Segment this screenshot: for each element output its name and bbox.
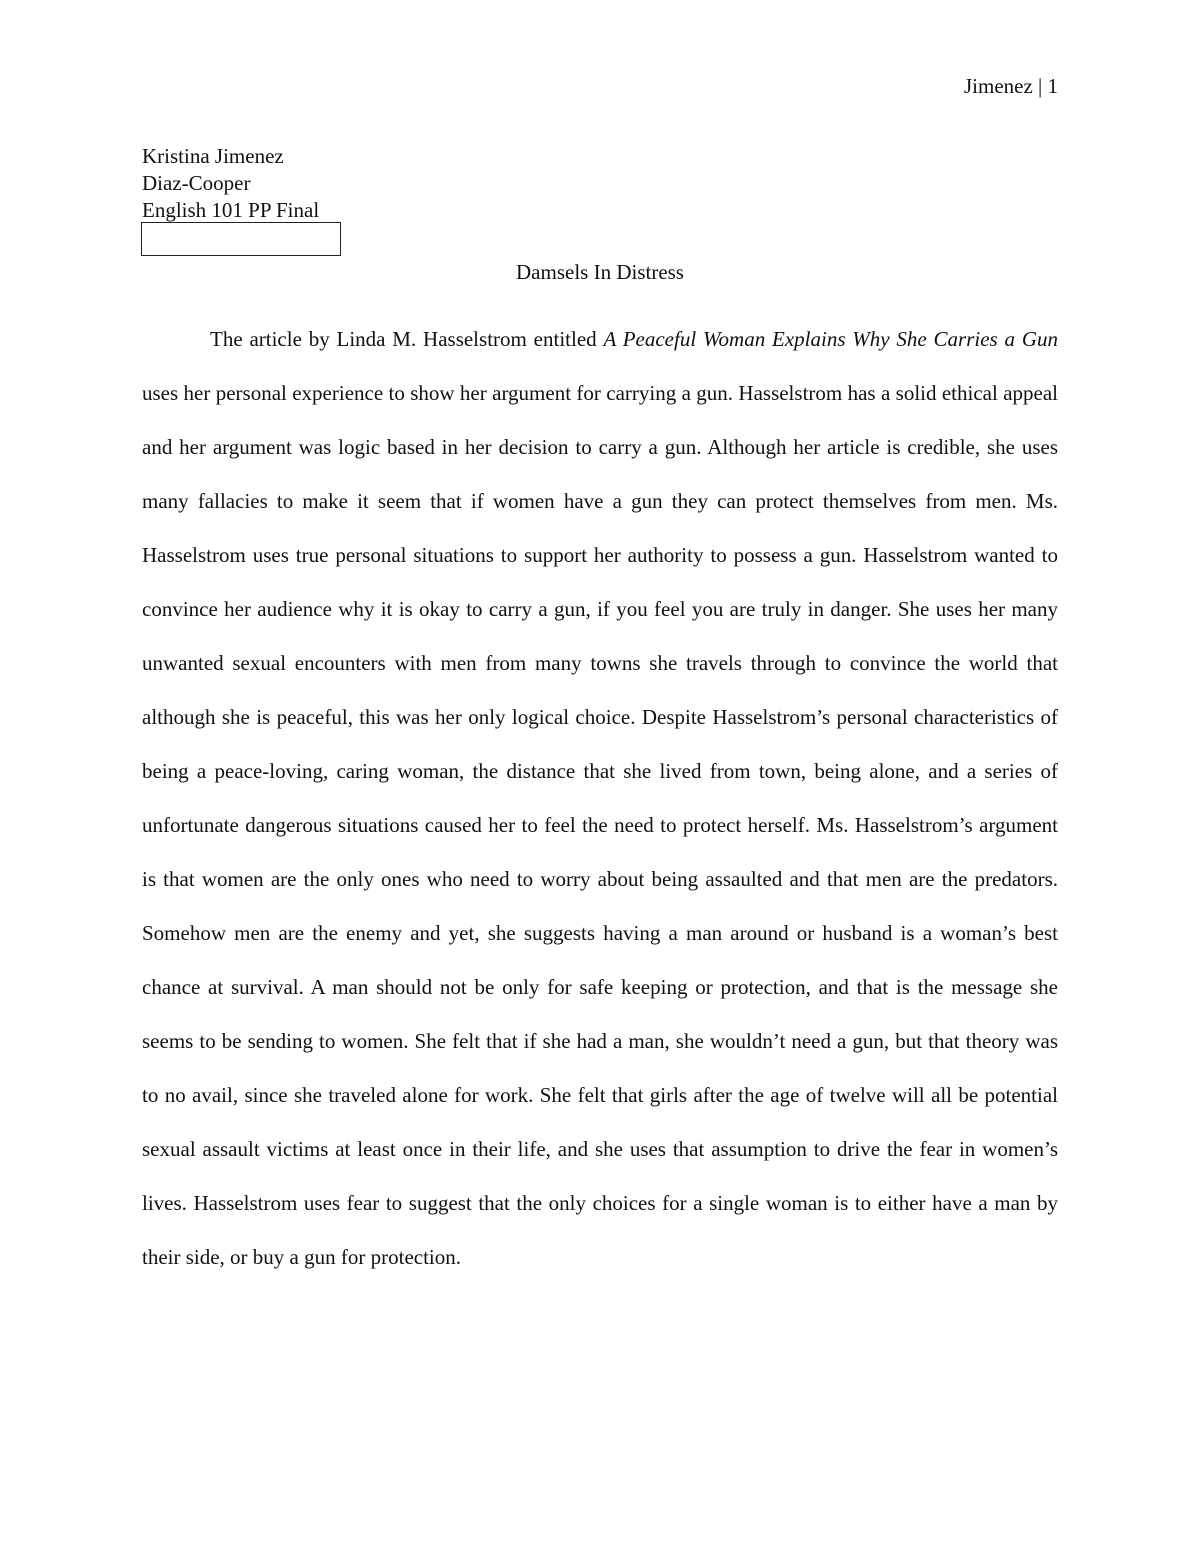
instructor-name: Diaz-Cooper <box>142 171 251 195</box>
course-name: English 101 PP Final <box>142 198 320 222</box>
paragraph-intro: The article by Linda M. Hasselstrom entitled <box>210 327 604 351</box>
student-name: Kristina Jimenez <box>142 144 284 168</box>
mla-heading <box>142 143 319 224</box>
essay-paragraph <box>142 312 1058 1284</box>
article-title: A Peaceful Woman Explains Why She Carries a Gun <box>603 327 1058 351</box>
empty-text-box <box>141 222 341 256</box>
page-header: Jimenez | 1 <box>963 74 1058 98</box>
paragraph-body: uses her personal experience to show her argument for carrying a gun. Hasselstrom has a solid ethical appeal and her argument was logic based in her decision to carry a gun. Although her article is credible, she uses many fallacies to make it seem that if women have a gun they can protect themselves from men. Ms. Hasselstrom uses true personal situations to support her authority to possess a gun. Hasselstrom wanted to convince her audience why it is okay to carry a gun, if you feel you are truly in danger. She uses her many unwanted sexual encounters with men from many towns she travels through to convince the world that although she is peaceful, this was her only logical choice. Despite Hasselstrom’s personal characteristics of being a peace-loving, caring woman, the distance that she lived from town, being alone, and a series of unfortunate dangerous situations caused her to feel the need to protect herself. Ms. Hasselstrom’s argument is that women are the only ones who need to worry about being assaulted and that men are the predators. Somehow men are the enemy and yet, she suggests having a man around or husband is a woman’s best chance at survival. A man should not be only for safe keeping or protection, and that is the message she seems to be sending to women. She felt that if she had a man, she wouldn’t need a gun, but that theory was to no avail, since she traveled alone for work. She felt that girls after the age of twelve will all be potential sexual assault victims at least once in their life, and she uses that assumption to drive the fear in women’s lives. Hasselstrom uses fear to suggest that the only choices for a single woman is to either have a man by their side, or buy a gun for protection. <box>142 381 1058 1269</box>
essay-title: Damsels In Distress <box>516 260 684 284</box>
